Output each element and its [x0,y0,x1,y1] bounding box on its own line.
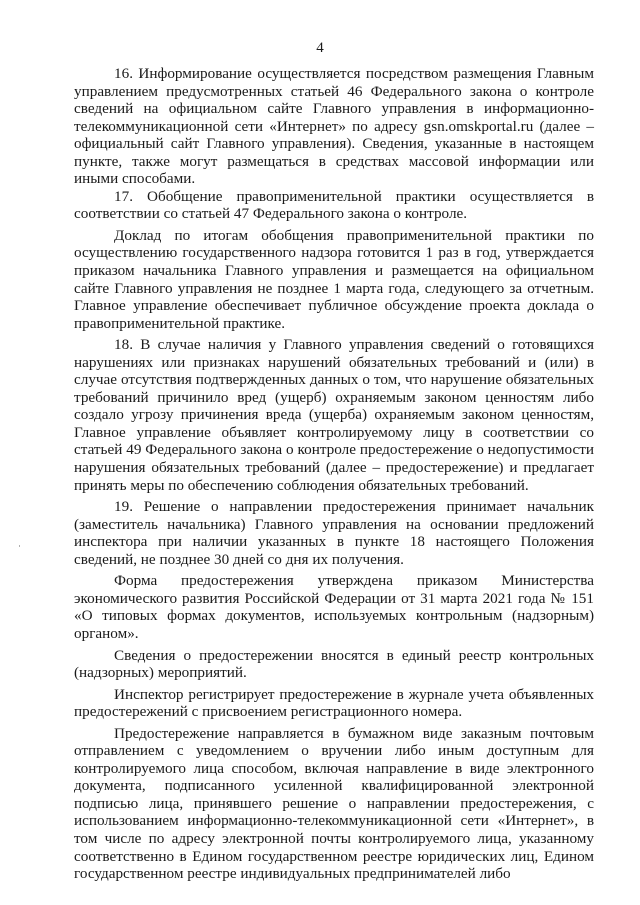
paragraph-18: 18. В случае наличия у Главного управления сведений о готовящихся нарушениях или признаках нарушений обязательных требований и (или) в случае отсутствия подтвержденных данных о том, что нарушение обязательных требований причинило вред (ущерб) охраняемым законом ценностям либо создало угрозу причинения вреда (ущерба) охраняемым законом ценностям, Главное управление объявляет контролируемому лицу в соответствии со статьей 49 Федерального закона о контроле предостережение о недопустимости нарушения обязательных требований (далее – предостережение) и предлагает принять меры по обеспечению соблюдения обязательных требований. [74,336,594,494]
paragraph-registry: Сведения о предостережении вносятся в единый реестр контрольных (надзорных) мероприятий. [74,646,594,682]
page-number: 4 [316,40,324,56]
paragraph-19: 19. Решение о направлении предостережения принимает начальник (заместитель начальника) Главного управления на основании предложений инспектора при наличии указанных в пункте 18 настоящего Положения сведений, не позднее 30 дней со дня их получения. [74,498,594,568]
paragraph-journal: Инспектор регистрирует предостережение в журнале учета объявленных предостережений с присвоением регистрационного номера. [74,685,594,721]
scan-margin-mark [19,545,20,547]
paragraph-delivery: Предостережение направляется в бумажном виде заказным почтовым отправлением с уведомлением о вручении либо иным доступным для контролируемого лица способом, включая направление в виде электронного документа, подписанного усиленной квалифицированной электронной подписью лица, принявшего решение о направлении предостережения, с использованием информационно-телекоммуникационной сети «Интернет», в том числе по адресу электронной почты контролируемого лица, указанному соответственно в Едином государственном реестре юридических лиц, Едином государственном реестре индивидуальных предпринимателей либо [74,724,594,883]
document-body [74,65,594,883]
paragraph-16: 16. Информирование осуществляется посредством размещения Главным управлением предусмотренных статьей 46 Федерального закона о контроле сведений на официальном сайте Главного управления в информационно-телекоммуникационной сети «Интернет» по адресу gsn.omskportal.ru (далее – официальный сайт Главного управления). Сведения, указанные в настоящем пункте, также могут размещаться в средствах массовой информации или иными способами. [74,65,594,188]
paragraph-form: Форма предостережения утверждена приказом Министерства экономического развития Российской Федерации от 31 марта 2021 года № 151 «О типовых формах документов, используемых контрольным (надзорным) органом». [74,572,594,642]
paragraph-17: 17. Обобщение правоприменительной практики осуществляется в соответствии со статьей 47 Федерального закона о контроле. [74,187,594,223]
paragraph-report: Доклад по итогам обобщения правоприменительной практики по осуществлению государственного надзора готовится 1 раз в год, утверждается приказом начальника Главного управления и размещается на официальном сайте Главного управления не позднее 1 марта года, следующего за отчетным. Главное управление обеспечивает публичное обсуждение проекта доклада о правоприменительной практике. [74,226,594,332]
